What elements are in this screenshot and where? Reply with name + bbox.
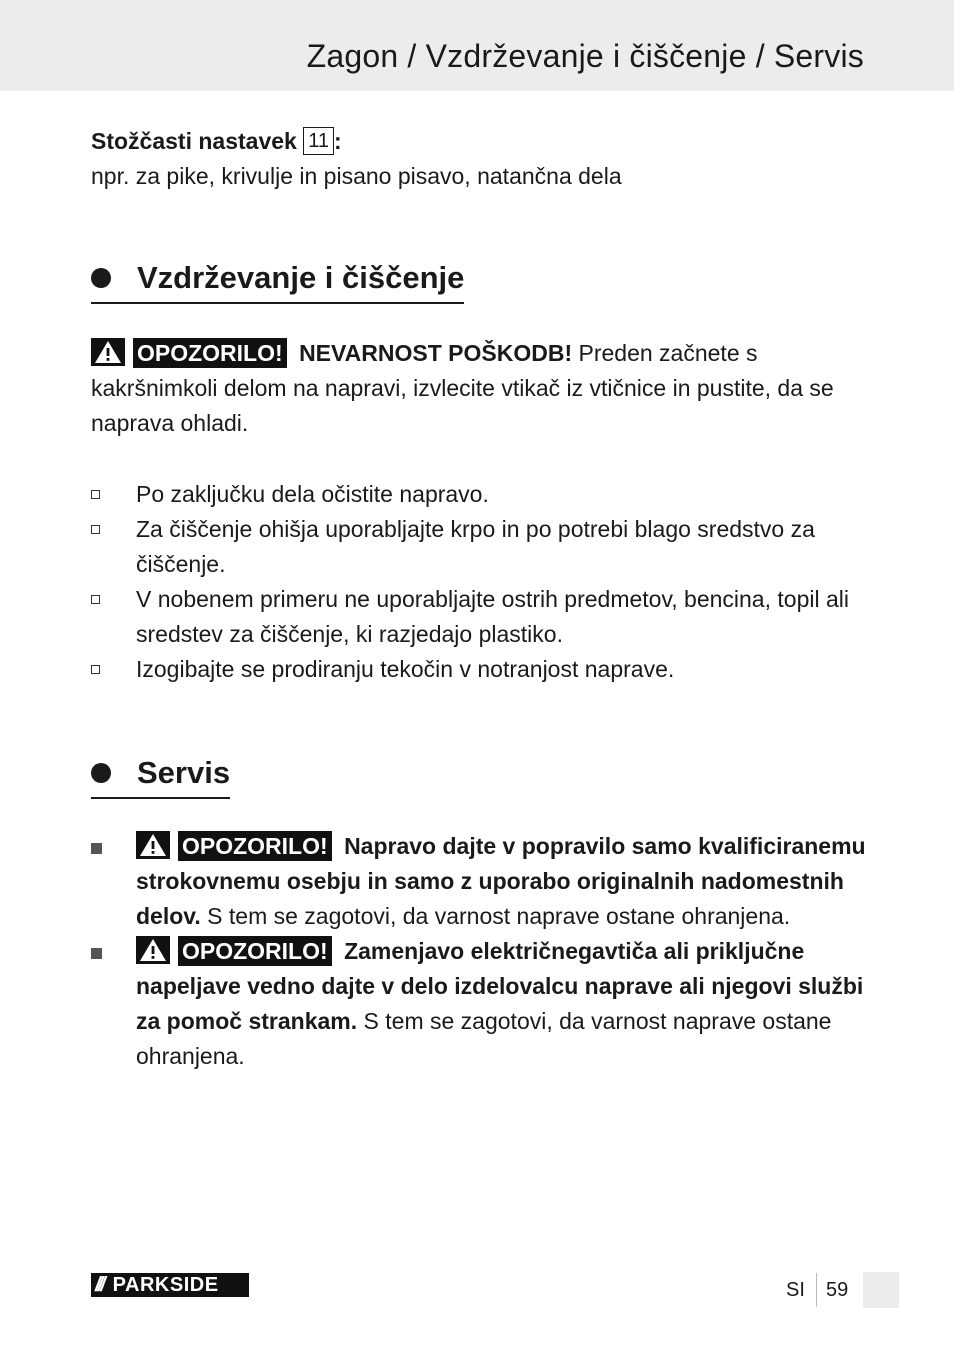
bullet-dot-icon <box>91 763 111 783</box>
list-item <box>91 829 871 934</box>
section-heading-maintenance <box>91 258 464 304</box>
cone-attachment-paragraph <box>91 124 871 194</box>
list-item <box>91 582 871 652</box>
square-outline-icon <box>91 490 100 499</box>
list-item-text: Za čiščenje ohišja uporabljajte krpo in po potrebi blago sredstvo za čiščenje. <box>136 516 815 577</box>
list-item <box>91 512 871 582</box>
bullet-dot-icon <box>91 268 111 288</box>
section-title: Vzdrževanje i čiščenje <box>137 260 465 295</box>
logo-stripes: /// <box>95 1273 103 1296</box>
warning-text: S tem se zagotovi, da varnost naprave ostane ohranjena. <box>136 1008 832 1069</box>
list-item <box>91 652 871 687</box>
warning-label: OPOZORILO! <box>178 831 332 861</box>
warning-text: Preden začnete s kakršnimkoli delom na napravi, izvlecite vtikač iz vtičnice in pustite, da se naprava ohladi. <box>91 340 834 436</box>
page-tab-marker <box>863 1272 899 1308</box>
maintenance-warning <box>91 336 861 441</box>
parkside-logo <box>91 1273 249 1297</box>
footer-divider <box>816 1273 817 1307</box>
cone-label: Stožčasti nastavek <box>91 128 297 154</box>
list-item-text: V nobenem primeru ne uporabljajte ostrih predmetov, bencina, topil ali sredstev za čiščenje, ki razjedajo plastiko. <box>136 586 849 647</box>
logo-text: PARKSIDE <box>112 1273 219 1296</box>
warning-triangle-icon <box>136 831 170 859</box>
section-heading-service <box>91 753 230 799</box>
page-header <box>0 0 954 91</box>
list-item-text: Po zaključku dela očistite napravo. <box>136 481 489 507</box>
service-list <box>91 829 871 1074</box>
square-filled-icon <box>91 843 102 854</box>
maintenance-list <box>91 477 871 687</box>
section-title: Servis <box>137 755 231 790</box>
square-outline-icon <box>91 665 100 674</box>
page-title: Zagon / Vzdrževanje i čiščenje / Servis <box>306 38 864 74</box>
list-item <box>91 477 871 512</box>
warning-bold-text: Napravo dajte v popravilo samo kvalificiranemu strokovnemu osebju in samo z uporabo originalnih nadomestnih delov. <box>136 833 866 929</box>
warning-label: OPOZORILO! <box>178 936 332 966</box>
cone-colon: : <box>333 128 342 154</box>
cone-description: npr. za pike, krivulje in pisano pisavo, natančna dela <box>91 163 622 189</box>
language-code: SI <box>786 1279 805 1301</box>
page-number: 59 <box>826 1279 849 1301</box>
list-item-text: Izogibajte se prodiranju tekočin v notranjost naprave. <box>136 656 675 682</box>
warning-bold-text: NEVARNOST POŠKODB! <box>299 340 573 366</box>
warning-bold-text: Zamenjavo električnegavtiča ali priključne napeljave vedno dajte v delo izdelovalcu naprave ali njegovi službi za pomoč strankam. <box>136 938 864 1034</box>
square-filled-icon <box>91 948 102 959</box>
ref-number-box: 11 <box>303 127 334 155</box>
warning-triangle-icon <box>136 936 170 964</box>
square-outline-icon <box>91 525 100 534</box>
warning-label: OPOZORILO! <box>133 338 287 368</box>
warning-triangle-icon <box>91 338 125 366</box>
list-item <box>91 934 871 1074</box>
square-outline-icon <box>91 595 100 604</box>
warning-text: S tem se zagotovi, da varnost naprave ostane ohranjena. <box>200 903 791 929</box>
